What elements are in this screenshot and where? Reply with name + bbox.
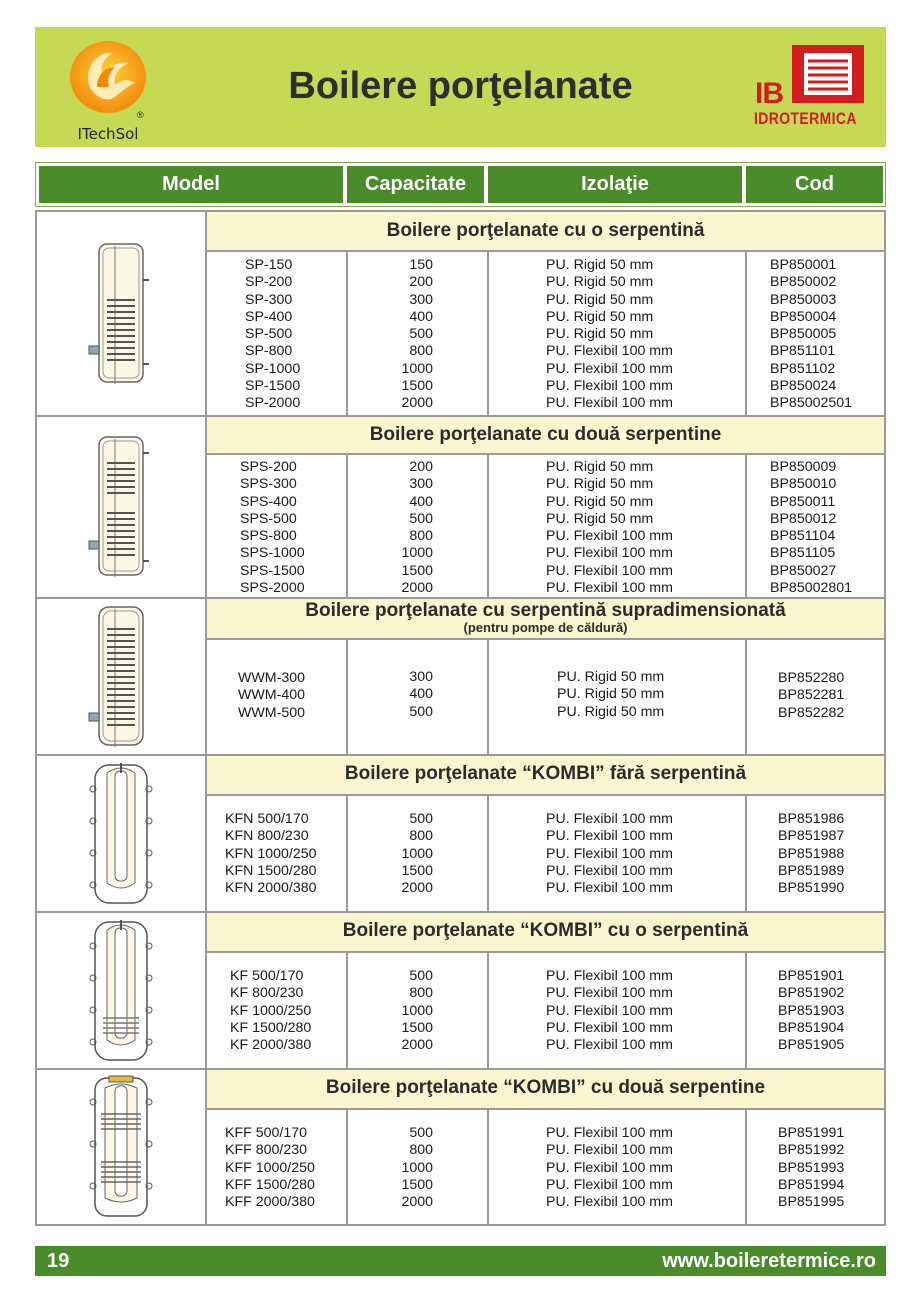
model-column [207, 455, 348, 599]
capacity-cell: 500 [409, 510, 433, 527]
code-cell: BP852280 [778, 670, 845, 686]
section-title [207, 756, 884, 796]
capacity-cell: 1500 [401, 378, 433, 395]
capacity-column [348, 640, 489, 756]
code-cell: BP850004 [770, 308, 837, 325]
capacity-cell: 500 [409, 703, 433, 720]
model-list [225, 811, 317, 897]
model-list [225, 1125, 315, 1211]
code-cell: BP851104 [770, 528, 836, 545]
insulation-cell: PU. Flexibil 100 mm [546, 360, 673, 377]
code-cell: BP851995 [778, 1194, 845, 1211]
insulation-column [489, 252, 747, 417]
capacity-list [401, 459, 433, 597]
capacity-cell: 500 [409, 968, 433, 984]
capacity-cell: 150 [409, 257, 433, 273]
registered-mark: ® [137, 110, 144, 120]
section-title [207, 913, 884, 953]
product-section [37, 756, 884, 913]
insulation-list [546, 459, 673, 597]
code-cell: BP851986 [778, 811, 845, 827]
code-cell: BP851903 [778, 1002, 845, 1019]
code-cell: BP851994 [778, 1176, 845, 1193]
model-cell: KFN 1000/250 [225, 845, 317, 862]
model-cell: SPS-200 [240, 459, 297, 475]
model-cell: WWM-300 [238, 670, 305, 686]
code-cell: BP850002 [770, 274, 837, 291]
insulation-cell: PU. Flexibil 100 mm [546, 1002, 673, 1019]
insulation-column [489, 640, 747, 756]
insulation-cell: PU. Rigid 50 mm [546, 493, 654, 510]
page-number: 19 [47, 1250, 70, 1272]
section-title [207, 599, 884, 640]
idrotermica-mark-icon [792, 45, 864, 103]
model-cell: KFN 800/230 [225, 828, 309, 845]
capacity-cell: 300 [409, 669, 433, 685]
section-data [207, 455, 884, 599]
insulation-cell: PU. Rigid 50 mm [557, 669, 665, 685]
double-coil-boiler-icon [85, 433, 157, 581]
model-cell: KFF 500/170 [225, 1125, 308, 1141]
model-list [238, 670, 305, 722]
code-cell: BP850024 [770, 378, 837, 395]
insulation-cell: PU. Rigid 50 mm [546, 308, 654, 325]
capacity-cell: 400 [409, 308, 433, 325]
model-cell: SPS-800 [240, 528, 297, 545]
capacity-cell: 1500 [401, 1176, 433, 1193]
column-header-code: Cod [746, 166, 883, 203]
capacity-cell: 2000 [401, 880, 433, 897]
model-cell: SP-800 [245, 343, 293, 360]
section-data [207, 640, 884, 756]
model-cell: KF 2000/380 [230, 1037, 312, 1054]
insulation-cell: PU. Flexibil 100 mm [546, 985, 673, 1002]
kombi-double-coil-boiler-icon [85, 1074, 157, 1220]
capacity-column [348, 455, 489, 599]
section-title-text: Boilere porţelanate “KOMBI” cu două serpentine [325, 1077, 766, 1098]
column-header-capacity: Capacitate [347, 166, 484, 203]
section-title-text: Boilere porţelanate “KOMBI” cu o serpentină [342, 920, 749, 941]
section-image-cell [37, 1070, 207, 1224]
insulation-list [557, 669, 664, 721]
model-cell: SP-150 [245, 257, 293, 273]
section-image-cell [37, 756, 207, 911]
model-cell: KFN 1500/280 [225, 862, 317, 879]
code-cell: BP851990 [778, 880, 845, 897]
model-cell: SPS-1500 [240, 562, 305, 579]
code-cell: BP851904 [778, 1019, 845, 1036]
model-column [207, 953, 348, 1070]
model-column [207, 640, 348, 756]
model-cell: KFF 2000/380 [225, 1194, 315, 1211]
code-cell: BP850027 [770, 562, 837, 579]
section-data [207, 796, 884, 913]
capacity-cell: 1500 [401, 862, 433, 879]
insulation-list [546, 257, 673, 413]
code-cell: BP851989 [778, 862, 845, 879]
section-title-text: Boilere porţelanate cu o serpentină [386, 220, 705, 241]
section-title [207, 417, 884, 455]
code-list [770, 459, 852, 597]
capacity-list [401, 968, 433, 1054]
capacity-cell: 200 [409, 459, 433, 475]
code-cell: BP851105 [770, 545, 836, 562]
capacity-list [409, 669, 433, 721]
insulation-cell: PU. Flexibil 100 mm [546, 528, 673, 545]
code-cell: BP851901 [778, 968, 845, 984]
model-cell: KF 1000/250 [230, 1002, 312, 1019]
product-section [37, 212, 884, 417]
page-title: Boilere porţelanate [288, 65, 633, 107]
capacity-list [401, 257, 433, 413]
header-band [35, 27, 886, 147]
model-cell: SP-300 [245, 291, 293, 308]
insulation-cell: PU. Flexibil 100 mm [546, 845, 673, 862]
capacity-cell: 300 [409, 476, 433, 493]
code-cell: BP851902 [778, 985, 845, 1002]
section-title-text: Boilere porţelanate cu serpentină supradimensionată [305, 600, 786, 621]
model-cell: KFF 1000/250 [225, 1159, 315, 1176]
section-title [207, 212, 884, 252]
capacity-column [348, 796, 489, 913]
website-link[interactable]: www.boileretermice.ro [662, 1250, 876, 1272]
section-image-cell [37, 212, 207, 415]
capacity-column [348, 252, 489, 417]
insulation-cell: PU. Flexibil 100 mm [546, 1037, 673, 1054]
single-coil-boiler-icon [85, 240, 157, 388]
insulation-cell: PU. Rigid 50 mm [557, 703, 665, 720]
insulation-cell: PU. Flexibil 100 mm [546, 1142, 673, 1159]
model-cell: KF 800/230 [230, 985, 304, 1002]
capacity-cell: 1000 [401, 1159, 433, 1176]
insulation-cell: PU. Rigid 50 mm [546, 326, 654, 343]
model-cell: SP-1000 [245, 360, 301, 377]
oversized-coil-boiler-icon [85, 603, 157, 751]
section-subtitle-text: (pentru pompe de căldură) [463, 620, 628, 635]
capacity-cell: 2000 [401, 1194, 433, 1211]
section-title [207, 1070, 884, 1110]
model-cell: KF 500/170 [230, 968, 304, 984]
itechsol-brand-text: ITechSol [77, 125, 139, 143]
model-cell: KFN 2000/380 [225, 880, 317, 897]
footer-bar [35, 1246, 886, 1276]
code-column [747, 455, 884, 599]
capacity-cell: 1000 [401, 845, 433, 862]
kombi-single-coil-boiler-icon [85, 918, 157, 1064]
model-cell: KFF 1500/280 [225, 1176, 315, 1193]
insulation-cell: PU. Flexibil 100 mm [546, 1019, 673, 1036]
code-list [778, 968, 844, 1054]
code-cell: BP850003 [770, 291, 837, 308]
model-cell: KFN 500/170 [225, 811, 309, 827]
insulation-cell: PU. Rigid 50 mm [546, 510, 654, 527]
product-table [35, 210, 886, 1226]
capacity-cell: 400 [409, 493, 433, 510]
insulation-cell: PU. Flexibil 100 mm [546, 1125, 673, 1141]
model-column [207, 796, 348, 913]
section-image-cell [37, 913, 207, 1068]
insulation-list [546, 1125, 673, 1211]
column-header-model: Model [39, 166, 343, 203]
code-list [778, 670, 844, 722]
insulation-cell: PU. Flexibil 100 mm [546, 880, 673, 897]
insulation-cell: PU. Flexibil 100 mm [546, 1176, 673, 1193]
kombi-no-coil-boiler-icon [85, 761, 157, 907]
capacity-column [348, 953, 489, 1070]
model-cell: SP-2000 [245, 395, 301, 412]
capacity-cell: 500 [409, 811, 433, 827]
code-cell: BP851988 [778, 845, 845, 862]
code-list [778, 1125, 844, 1211]
model-cell: KF 1500/280 [230, 1019, 312, 1036]
product-section [37, 599, 884, 756]
insulation-cell: PU. Flexibil 100 mm [546, 1194, 673, 1211]
section-data [207, 953, 884, 1070]
capacity-cell: 200 [409, 274, 433, 291]
insulation-cell: PU. Rigid 50 mm [546, 291, 654, 308]
capacity-cell: 800 [409, 1142, 433, 1159]
insulation-cell: PU. Flexibil 100 mm [546, 811, 673, 827]
model-cell: SP-400 [245, 308, 293, 325]
capacity-list [401, 811, 433, 897]
capacity-cell: 2000 [401, 1037, 433, 1054]
section-data [207, 1110, 884, 1224]
insulation-cell: PU. Flexibil 100 mm [546, 828, 673, 845]
model-cell: SPS-400 [240, 493, 297, 510]
model-cell: SP-500 [245, 326, 293, 343]
code-cell: BP850010 [770, 476, 837, 493]
product-section [37, 1070, 884, 1224]
insulation-cell: PU. Flexibil 100 mm [546, 580, 673, 597]
capacity-list [401, 1125, 433, 1211]
insulation-cell: PU. Flexibil 100 mm [546, 343, 673, 360]
model-cell: SP-1500 [245, 378, 301, 395]
model-column [207, 1110, 348, 1224]
code-cell: BP852282 [778, 704, 845, 721]
insulation-column [489, 796, 747, 913]
code-column [747, 953, 884, 1070]
insulation-cell: PU. Flexibil 100 mm [546, 1159, 673, 1176]
capacity-cell: 800 [409, 528, 433, 545]
section-image-cell [37, 599, 207, 754]
code-cell: BP851101 [770, 343, 836, 360]
capacity-cell: 1500 [401, 562, 433, 579]
code-list [770, 257, 852, 413]
capacity-cell: 800 [409, 343, 433, 360]
insulation-list [546, 811, 673, 897]
model-cell: SPS-2000 [240, 580, 305, 597]
insulation-cell: PU. Flexibil 100 mm [546, 862, 673, 879]
model-cell: WWM-500 [238, 704, 305, 721]
code-list [778, 811, 844, 897]
insulation-cell: PU. Rigid 50 mm [546, 274, 654, 291]
code-cell: BP851987 [778, 828, 845, 845]
code-cell: BP85002801 [770, 580, 853, 597]
insulation-cell: PU. Flexibil 100 mm [546, 378, 673, 395]
model-cell: SPS-500 [240, 510, 297, 527]
code-column [747, 796, 884, 913]
insulation-cell: PU. Rigid 50 mm [546, 459, 654, 475]
model-cell: WWM-400 [238, 687, 305, 704]
insulation-cell: PU. Flexibil 100 mm [546, 395, 673, 412]
insulation-cell: PU. Flexibil 100 mm [546, 562, 673, 579]
code-cell: BP850001 [770, 257, 837, 273]
capacity-cell: 500 [409, 1125, 433, 1141]
insulation-column [489, 455, 747, 599]
insulation-list [546, 968, 673, 1054]
idrotermica-ib-text: IB [755, 77, 783, 110]
model-list [240, 459, 305, 597]
capacity-cell: 2000 [401, 395, 433, 412]
code-cell: BP850012 [770, 510, 837, 527]
code-cell: BP851993 [778, 1159, 845, 1176]
insulation-cell: PU. Rigid 50 mm [557, 686, 665, 703]
code-cell: BP850005 [770, 326, 837, 343]
insulation-cell: PU. Flexibil 100 mm [546, 545, 673, 562]
column-header-insulation: Izolaţie [488, 166, 742, 203]
capacity-cell: 800 [409, 985, 433, 1002]
product-section [37, 417, 884, 599]
code-cell: BP852281 [778, 687, 845, 704]
capacity-cell: 2000 [401, 580, 433, 597]
code-cell: BP850011 [770, 493, 836, 510]
capacity-cell: 1500 [401, 1019, 433, 1036]
section-image-cell [37, 417, 207, 597]
section-data [207, 252, 884, 417]
idrotermica-name-text: IDROTERMICA [754, 109, 857, 128]
model-column [207, 252, 348, 417]
capacity-cell: 800 [409, 828, 433, 845]
insulation-column [489, 1110, 747, 1224]
code-column [747, 1110, 884, 1224]
capacity-column [348, 1110, 489, 1224]
insulation-column [489, 953, 747, 1070]
model-list [245, 257, 300, 413]
model-cell: SPS-300 [240, 476, 297, 493]
model-list [230, 968, 311, 1054]
code-cell: BP851102 [770, 360, 836, 377]
section-title-text: Boilere porţelanate cu două serpentine [369, 424, 722, 445]
column-header-row [35, 162, 886, 207]
section-title-text: Boilere porţelanate “KOMBI” fără serpentină [344, 763, 747, 784]
code-column [747, 640, 884, 756]
code-cell: BP850009 [770, 459, 837, 475]
insulation-cell: PU. Rigid 50 mm [546, 476, 654, 493]
insulation-cell: PU. Flexibil 100 mm [546, 968, 673, 984]
code-cell: BP851905 [778, 1037, 845, 1054]
insulation-cell: PU. Rigid 50 mm [546, 257, 654, 273]
code-cell: BP851991 [778, 1125, 845, 1141]
idrotermica-logo [750, 43, 860, 133]
capacity-cell: 500 [409, 326, 433, 343]
model-cell: KFF 800/230 [225, 1142, 308, 1159]
capacity-cell: 1000 [401, 545, 433, 562]
code-column [747, 252, 884, 417]
capacity-cell: 400 [409, 686, 433, 703]
product-section [37, 913, 884, 1070]
model-cell: SP-200 [245, 274, 293, 291]
capacity-cell: 300 [409, 291, 433, 308]
code-cell: BP851992 [778, 1142, 845, 1159]
capacity-cell: 1000 [401, 360, 433, 377]
model-cell: SPS-1000 [240, 545, 305, 562]
capacity-cell: 1000 [401, 1002, 433, 1019]
code-cell: BP85002501 [770, 395, 853, 412]
